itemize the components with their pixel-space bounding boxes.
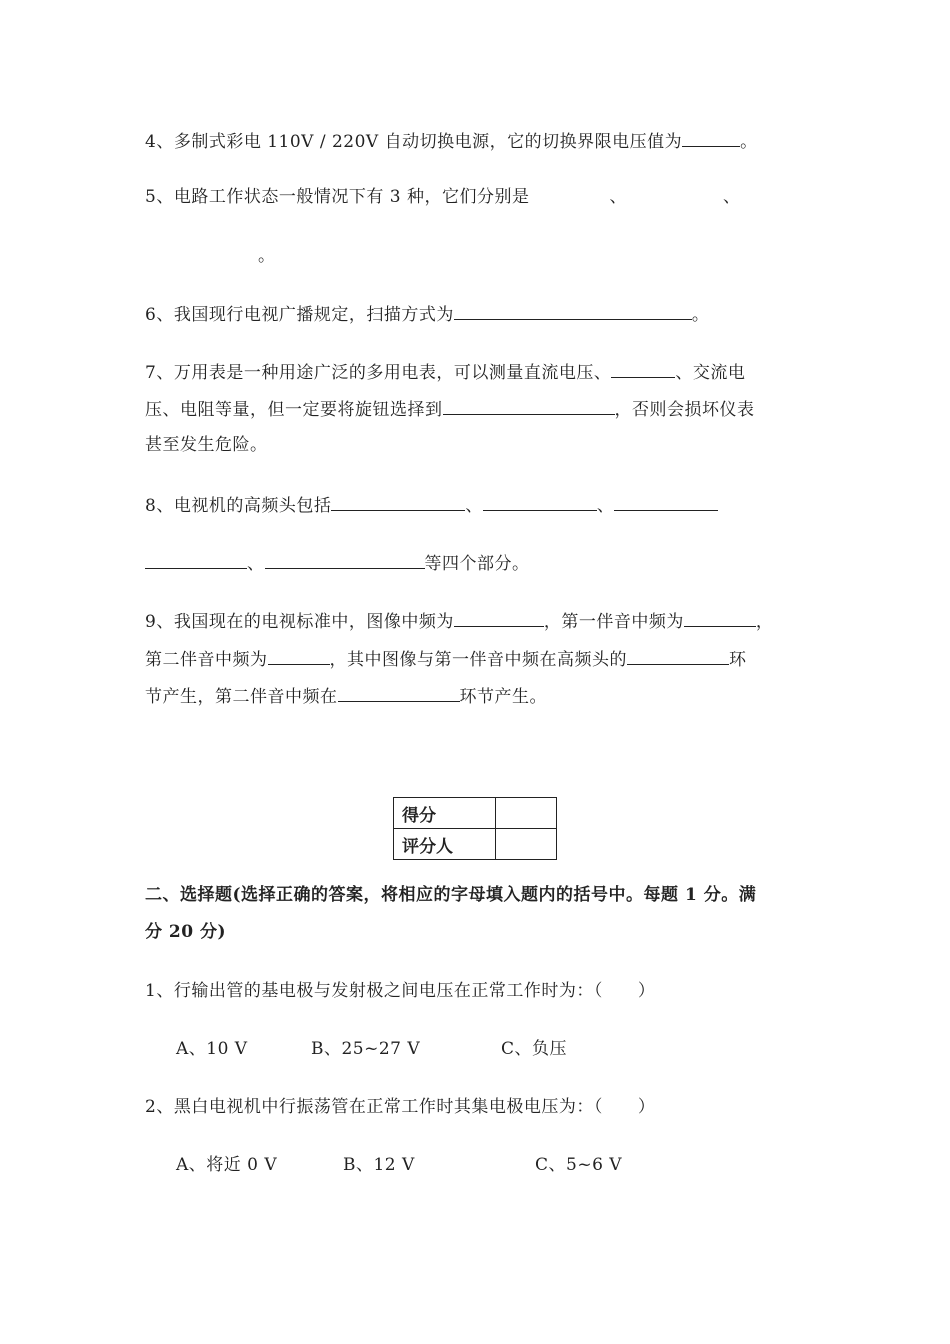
grader-label: 评分人 [394, 829, 496, 860]
mc-2-option-b: B、12 V [343, 1155, 415, 1175]
section-2-heading-line-1: 二、选择题(选择正确的答案，将相应的字母填入题内的括号中。每题 1 分。满 [145, 885, 757, 905]
answer-blank[interactable] [331, 494, 465, 511]
question-9-line-2: 第二伴音中频为 ，其中图像与第一伴音中频在高频头的 环 [145, 650, 747, 670]
question-4-text: 4、多制式彩电 110V / 220V 自动切换电源，它的切换界限电压值为 [145, 132, 683, 152]
answer-blank[interactable] [454, 303, 692, 320]
score-label: 得分 [394, 798, 496, 829]
question-4: 4、多制式彩电 110V / 220V 自动切换电源，它的切换界限电压值为 。 [145, 132, 758, 152]
answer-blank[interactable] [483, 494, 597, 511]
question-5-text: 5、电路工作状态一般情况下有 3 种，它们分别是 [145, 187, 530, 207]
question-6: 6、我国现行电视广播规定，扫描方式为 。 [145, 305, 710, 325]
mc-question-1: 1、行输出管的基电极与发射极之间电压在正常工作时为：（ ） [145, 981, 656, 1001]
answer-blank[interactable] [268, 648, 330, 665]
question-9-line-1: 9、我国现在的电视标准中，图像中频为 ，第一伴音中频为 ， [145, 612, 774, 632]
mc-2-option-a: A、将近 0 V [176, 1155, 278, 1175]
score-table [393, 797, 557, 860]
answer-blank[interactable] [611, 361, 675, 378]
mc-1-option-a: A、10 V [176, 1039, 248, 1059]
section-2-heading-line-2: 分 20 分) [145, 922, 227, 942]
mc-2-option-c: C、5~6 V [535, 1155, 623, 1175]
question-7-line-2: 压、电阻等量，但一定要将旋钮选择到 ，否则会损坏仪表 [145, 400, 755, 420]
answer-blank[interactable] [145, 552, 247, 569]
answer-blank[interactable] [338, 685, 460, 702]
score-cell[interactable] [496, 798, 557, 829]
answer-blank[interactable] [454, 610, 544, 627]
grader-cell[interactable] [496, 829, 557, 860]
mc-question-2: 2、黑白电视机中行振荡管在正常工作时其集电极电压为：（ ） [145, 1097, 656, 1117]
question-7-line-1: 7、万用表是一种用途广泛的多用电表，可以测量直流电压、 、交流电 [145, 363, 746, 383]
question-9-line-3: 节产生，第二伴音中频在 环节产生。 [145, 687, 547, 707]
question-5-end: 。 [258, 246, 276, 266]
answer-blank[interactable] [627, 648, 729, 665]
mc-1-option-c: C、负压 [501, 1039, 568, 1059]
answer-blank[interactable] [684, 610, 756, 627]
question-8-line-1: 8、电视机的高频头包括 、 、 [145, 494, 718, 516]
answer-blank[interactable] [682, 130, 740, 147]
mc-1-option-b: B、25~27 V [311, 1039, 421, 1059]
answer-blank[interactable] [614, 494, 718, 511]
question-5: 5、电路工作状态一般情况下有 3 种，它们分别是 、 、 [145, 187, 741, 207]
answer-blank[interactable] [265, 552, 425, 569]
answer-blank[interactable] [443, 398, 615, 415]
question-6-text: 6、我国现行电视广播规定，扫描方式为 [145, 305, 454, 325]
question-8-line-2: 、 等四个部分。 [145, 552, 530, 574]
question-7-line-3: 甚至发生危险。 [145, 435, 268, 455]
